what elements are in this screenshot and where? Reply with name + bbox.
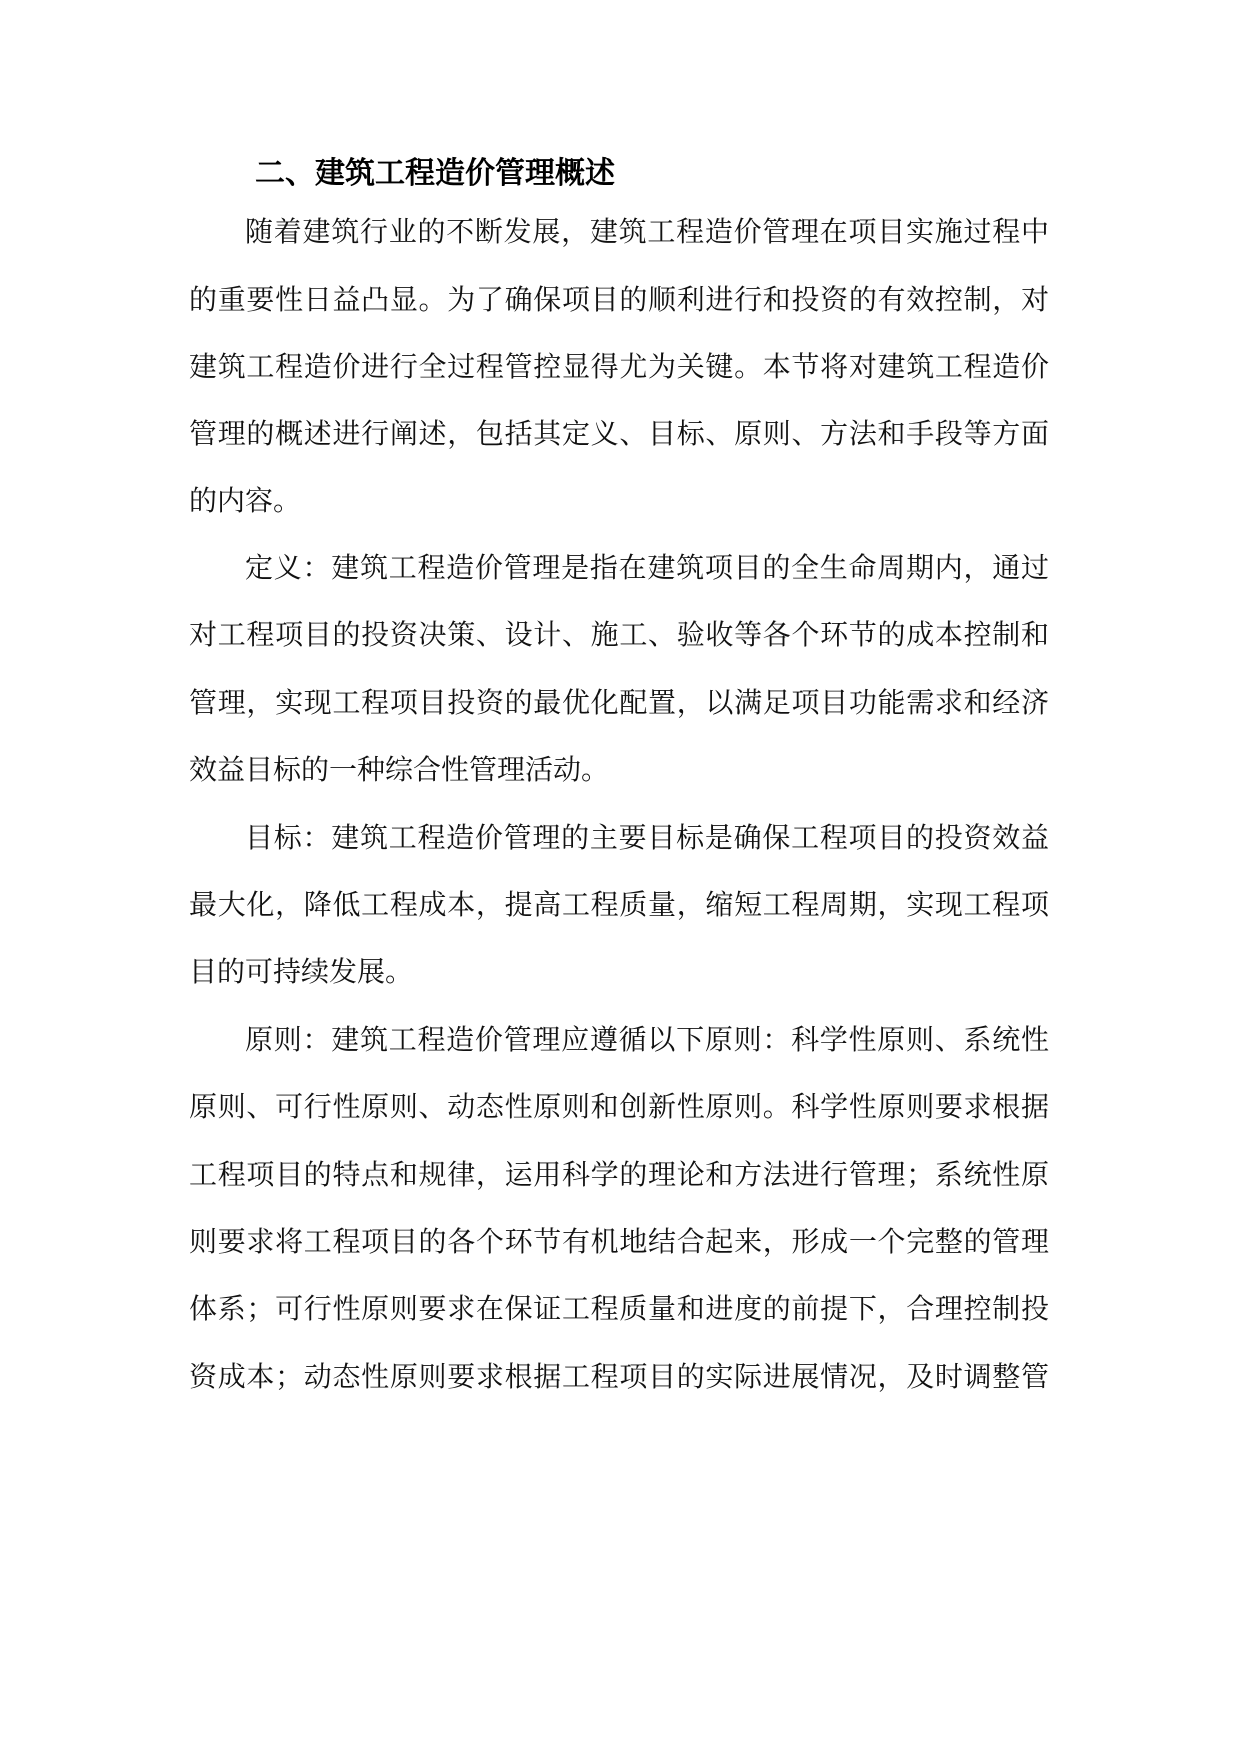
paragraph-line: 定义：建筑工程造价管理是指在建筑项目的全生命周期内，通过 [245,551,1049,584]
paragraph-line: 建筑工程造价进行全过程管控显得尤为关键。本节将对建筑工程造价 [189,350,1049,383]
paragraph-line: 资成本；动态性原则要求根据工程项目的实际进展情况，及时调整管 [189,1360,1049,1393]
paragraph-line: 管理，实现工程项目投资的最优化配置，以满足项目功能需求和经济 [189,686,1049,719]
paragraph-line: 则要求将工程项目的各个环节有机地结合起来，形成一个完整的管理 [189,1225,1049,1258]
paragraph-line: 目标：建筑工程造价管理的主要目标是确保工程项目的投资效益 [245,821,1049,854]
paragraph-line: 效益目标的一种综合性管理活动。 [189,753,610,786]
section-heading: 二、建筑工程造价管理概述 [255,156,615,191]
paragraph-line: 工程项目的特点和规律，运用科学的理论和方法进行管理；系统性原 [189,1158,1049,1191]
paragraph-line: 体系；可行性原则要求在保证工程质量和进度的前提下，合理控制投 [189,1292,1049,1325]
paragraph-line: 的重要性日益凸显。为了确保项目的顺利进行和投资的有效控制，对 [189,283,1049,316]
paragraph-line: 目的可持续发展。 [189,955,414,988]
paragraph-line: 的内容。 [189,484,302,517]
paragraph-line: 原则、可行性原则、动态性原则和创新性原则。科学性原则要求根据 [189,1090,1049,1123]
paragraph-line: 对工程项目的投资决策、设计、施工、验收等各个环节的成本控制和 [189,618,1049,651]
paragraph-line: 随着建筑行业的不断发展，建筑工程造价管理在项目实施过程中 [245,215,1049,248]
paragraph-line: 管理的概述进行阐述，包括其定义、目标、原则、方法和手段等方面 [189,417,1049,450]
paragraph-line: 最大化，降低工程成本，提高工程质量，缩短工程周期，实现工程项 [189,888,1049,921]
paragraph-line: 原则：建筑工程造价管理应遵循以下原则：科学性原则、系统性 [245,1023,1049,1056]
